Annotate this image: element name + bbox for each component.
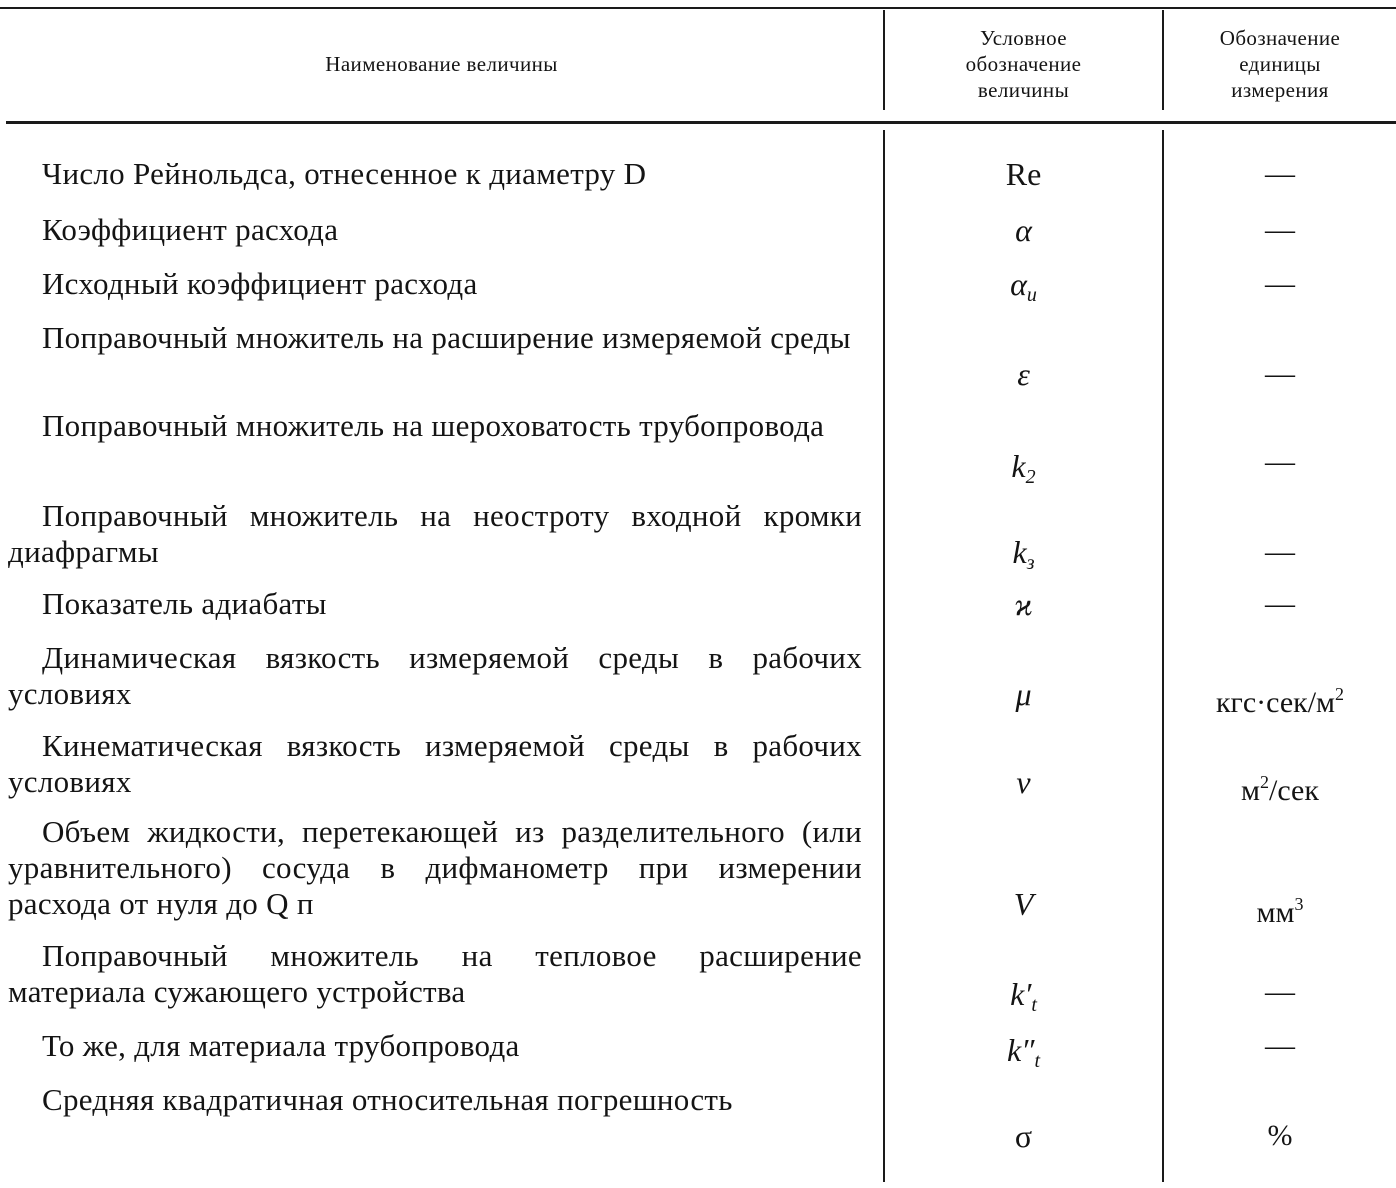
quantity-name: Коэффициент расхода xyxy=(42,212,339,247)
header-symbol-line: величины xyxy=(977,78,1070,102)
header-unit xyxy=(1164,10,1396,118)
quantity-unit: % xyxy=(1267,1119,1293,1152)
table-header-rule xyxy=(6,121,1396,124)
quantity-symbol: $k''_t$ xyxy=(1006,1032,1041,1072)
quantity-name: Поправочный множитель на шероховатость трубопровода xyxy=(42,408,825,443)
quantity-name: Средняя квадратичная относительная погрешность xyxy=(42,1082,733,1117)
quantity-symbol: $\alpha_и$ xyxy=(1010,266,1037,306)
quantity-unit: — xyxy=(1265,357,1295,390)
header-symbol-line: обозначение xyxy=(965,52,1082,76)
quantity-name: Поправочный множитель на расширение измеряемой среды xyxy=(42,320,851,355)
quantity-symbol: α xyxy=(1015,212,1032,248)
header-unit-line: измерения xyxy=(1231,78,1329,102)
quantity-unit: — xyxy=(1265,587,1295,620)
header-quantity-name-text: Наименование величины xyxy=(325,52,558,76)
quantity-name: Объем жидкости, перетекающей из разделительного (или уравнительного) сосуда в дифманометр при измерении расхода от нуля до Q п xyxy=(8,814,862,921)
quantity-symbol: ν xyxy=(1016,764,1031,800)
quantity-name: Число Рейнольдса, отнесенное к диаметру D xyxy=(42,156,647,191)
quantity-unit: $мм^3$ xyxy=(1256,894,1304,929)
quantity-symbol: ϰ xyxy=(1014,586,1033,622)
quantity-unit: — xyxy=(1265,267,1295,300)
header-symbol-line: Условное xyxy=(979,26,1068,50)
header-unit-line: Обозначение xyxy=(1219,26,1341,50)
quantity-symbol: $k_з$ xyxy=(1012,534,1035,574)
quantity-unit: — xyxy=(1265,975,1295,1008)
header-quantity-name xyxy=(0,10,883,118)
quantity-symbol: $k'_t$ xyxy=(1010,976,1037,1016)
quantity-unit: — xyxy=(1265,213,1295,246)
quantity-name: Исходный коэффициент расхода xyxy=(42,266,478,301)
header-symbol xyxy=(885,10,1162,118)
quantity-unit: — xyxy=(1265,535,1295,568)
quantity-symbol: ε xyxy=(1017,356,1030,392)
quantity-unit: $кгс\cdot сек/м^2$ xyxy=(1215,684,1345,719)
quantity-name: То же, для материала трубопровода xyxy=(42,1028,520,1063)
quantity-unit: — xyxy=(1265,445,1295,478)
table-top-rule xyxy=(0,7,1396,9)
quantity-symbol: Re xyxy=(1005,156,1042,192)
quantity-symbol: V xyxy=(1013,886,1034,922)
quantity-name: Динамическая вязкость измеряемой среды в рабочих условиях xyxy=(8,640,862,711)
quantity-unit: $м^2$/сек xyxy=(1241,772,1319,807)
quantity-symbol: μ xyxy=(1015,676,1032,712)
quantity-name: Поправочный множитель на тепловое расширение материала сужающего устройства xyxy=(8,938,862,1009)
quantity-symbol: σ xyxy=(1014,1118,1033,1154)
quantity-unit: — xyxy=(1265,1029,1295,1062)
quantity-name: Показатель адиабаты xyxy=(42,586,327,621)
header-unit-line: единицы xyxy=(1239,52,1321,76)
quantity-unit: — xyxy=(1265,157,1295,190)
quantity-name: Кинематическая вязкость измеряемой среды в рабочих условиях xyxy=(8,728,862,799)
quantity-name: Поправочный множитель на неостроту входной кромки диафрагмы xyxy=(8,498,862,569)
quantity-symbol: $k_2$ xyxy=(1011,448,1036,488)
